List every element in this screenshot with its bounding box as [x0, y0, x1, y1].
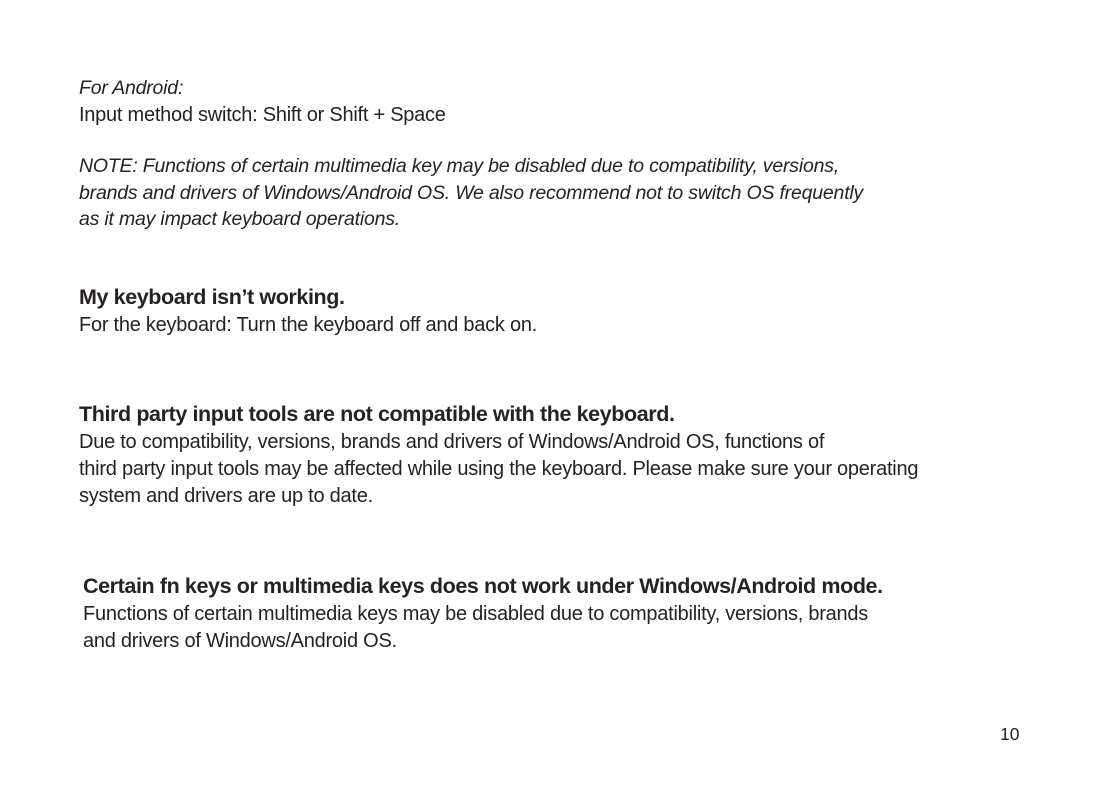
note-paragraph [79, 153, 863, 233]
section-keyboard-not-working [79, 283, 537, 339]
section-body-line: and drivers of Windows/Android OS. [83, 630, 397, 652]
section-body-line: system and drivers are up to date. [79, 485, 373, 507]
section-heading: Third party input tools are not compatible with the keyboard. [79, 402, 675, 426]
section-body-line: Functions of certain multimedia keys may be disabled due to compatibility, versions, brands [83, 603, 869, 625]
section-body-line: Due to compatibility, versions, brands and drivers of Windows/Android OS, functions of [79, 431, 825, 453]
section-heading: My keyboard isn’t working. [79, 285, 345, 309]
section-fn-multimedia-keys [83, 572, 883, 655]
note-line-3: as it may impact keyboard operations. [79, 208, 401, 230]
section-heading: Certain fn keys or multimedia keys does not work under Windows/Android mode. [83, 574, 883, 598]
input-method-shortcut-line: Input method switch: Shift or Shift + Space [79, 103, 446, 126]
note-line-1: NOTE: Functions of certain multimedia key may be disabled due to compatibility, versions, [79, 155, 840, 177]
section-body-line: For the keyboard: Turn the keyboard off and back on. [79, 314, 538, 336]
page-number: 10 [1000, 724, 1020, 744]
section-body-line: third party input tools may be affected while using the keyboard. Please make sure your operating [79, 458, 919, 480]
section-third-party-input-tools [79, 400, 918, 510]
platform-label: For Android: [79, 77, 184, 99]
android-intro-block [79, 75, 446, 129]
note-line-2: brands and drivers of Windows/Android OS. We also recommend not to switch OS frequently [79, 181, 864, 204]
